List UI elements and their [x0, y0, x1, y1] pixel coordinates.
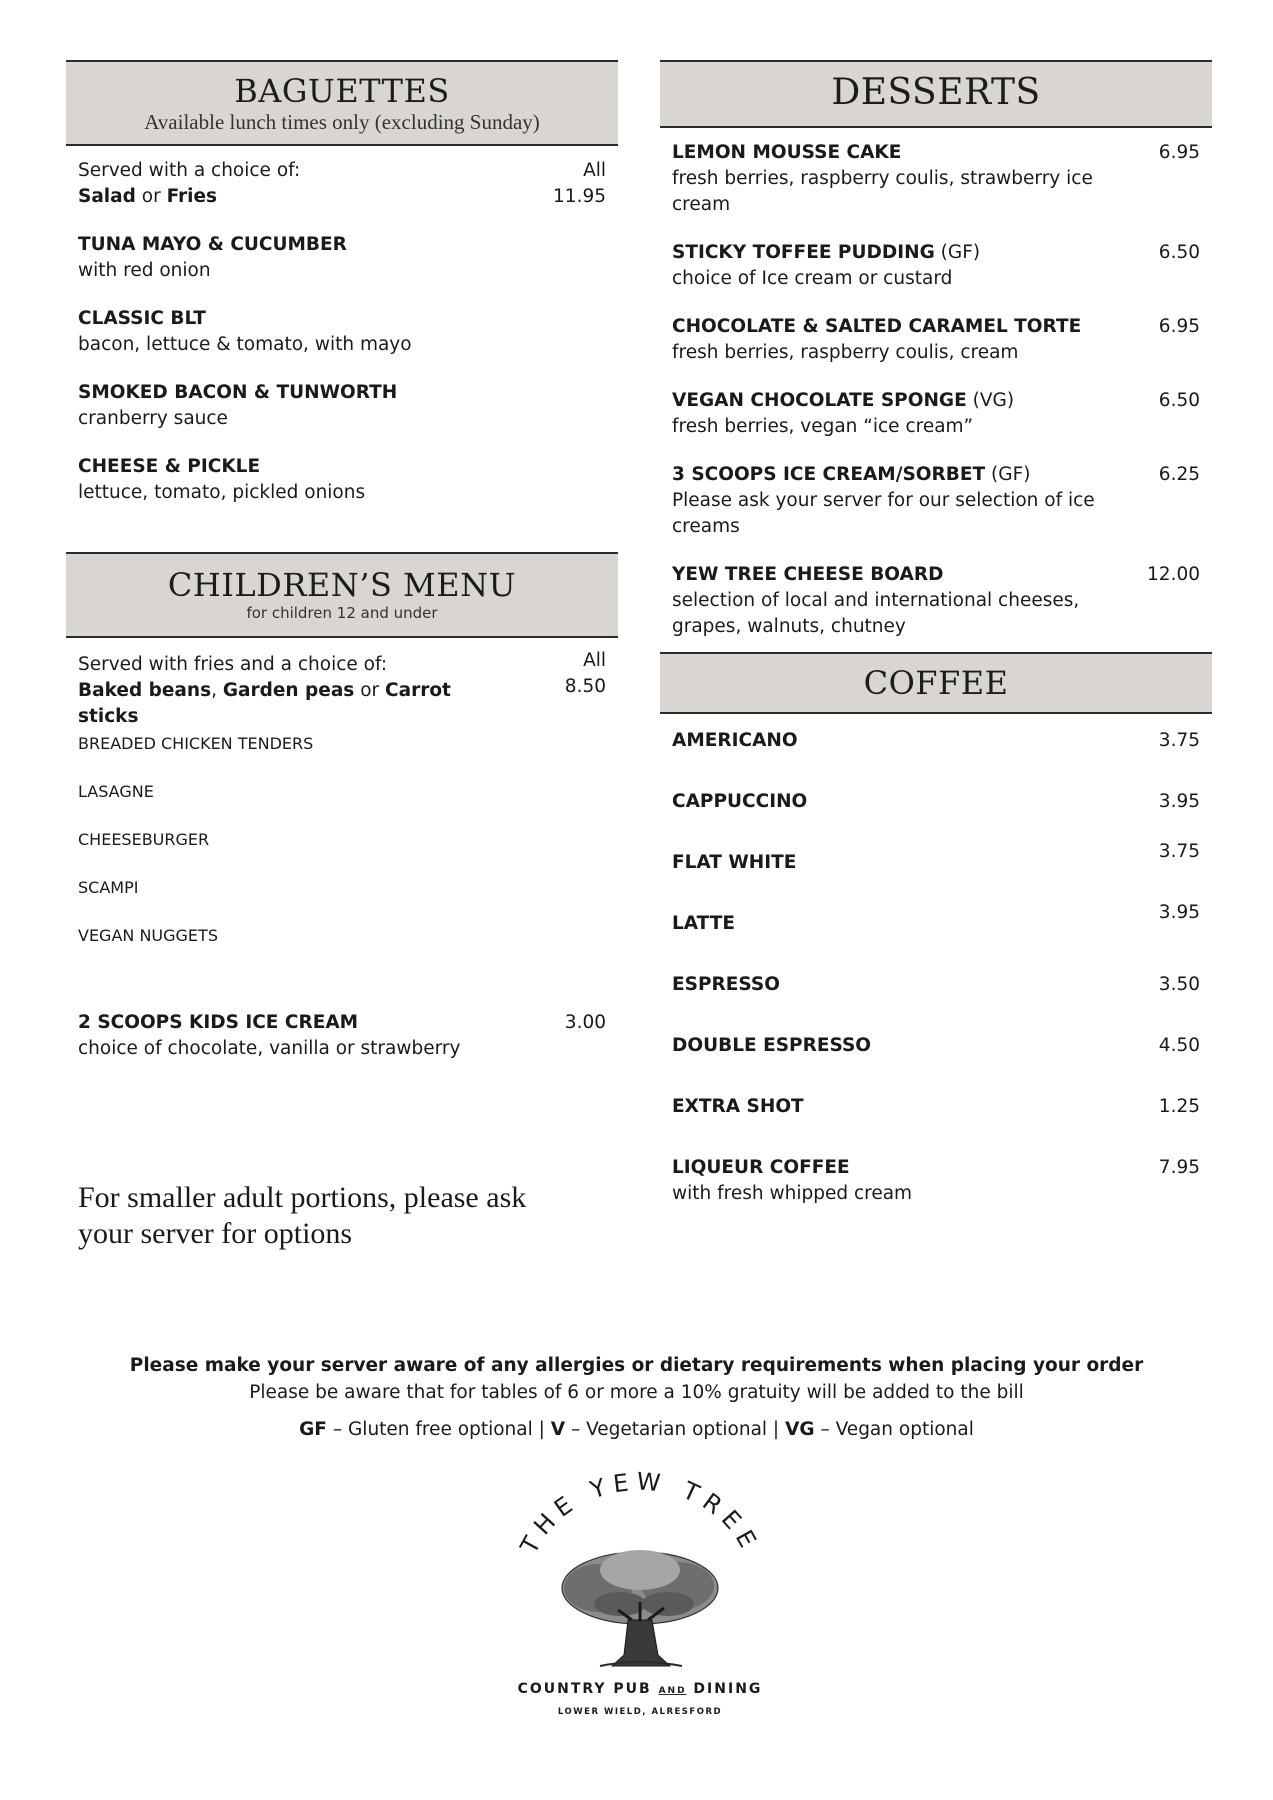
item-price: 1.25 — [1158, 1096, 1200, 1117]
note-line: your server for options — [78, 1217, 353, 1250]
baguettes-subtitle: Available lunch times only (excluding Sunday) — [144, 110, 540, 134]
coffee-section — [660, 652, 1212, 1212]
item-price: 3.75 — [1158, 730, 1200, 751]
item-name-text: YEW TREE CHEESE BOARD — [672, 564, 944, 585]
childrens-menu-section — [66, 552, 618, 1252]
item-name: 2 SCOOPS KIDS ICE CREAM — [78, 1012, 359, 1033]
price-label: All — [583, 650, 606, 671]
item-desc: selection of local and international cheeses, — [672, 590, 1080, 611]
desserts-banner — [660, 60, 1212, 128]
item-price: 3.50 — [1158, 974, 1200, 995]
item-name — [672, 388, 1100, 414]
gratuity-notice — [0, 1382, 1273, 1403]
menu-item — [672, 314, 1200, 366]
item-desc: bacon, lettuce & tomato, with mayo — [78, 334, 412, 355]
item-price: 3.75 — [1158, 841, 1200, 862]
item-price: 7.95 — [1158, 1157, 1200, 1178]
tree-icon — [562, 1550, 718, 1666]
allergy-text: Please make your server aware of any allergies or dietary requirements when placing your order — [129, 1355, 1144, 1376]
item-desc: cranberry sauce — [78, 408, 228, 429]
baguettes-served-info — [78, 158, 606, 210]
item-name-text: VEGAN CHOCOLATE SPONGE — [672, 390, 967, 411]
item-price: 4.50 — [1158, 1035, 1200, 1056]
item-price: 12.00 — [1147, 564, 1200, 585]
choice-garden-peas: Garden peas — [222, 680, 355, 701]
v-text: – Vegetarian optional | — [565, 1419, 786, 1440]
item-name — [672, 562, 1100, 588]
menu-item: VEGAN NUGGETS — [78, 926, 218, 945]
choice-carrot-sticks: Carrot sticks — [78, 680, 451, 727]
item-name-text: LEMON MOUSSE CAKE — [672, 142, 902, 163]
menu-item: BREADED CHICKEN TENDERS — [78, 734, 314, 753]
v-key: V — [550, 1419, 566, 1440]
dietary-tag: (GF) — [934, 242, 981, 263]
vg-key: VG — [785, 1419, 815, 1440]
item-desc: with fresh whipped cream — [672, 1183, 913, 1204]
item-name — [672, 314, 1100, 340]
menu-item — [672, 789, 1200, 815]
menu-item — [78, 232, 606, 284]
item-name — [672, 140, 1100, 166]
item-price: 3.00 — [564, 1012, 606, 1033]
menu-item: LASAGNE — [78, 782, 154, 801]
item-price: 6.50 — [1158, 242, 1200, 263]
childrens-subtitle: for children 12 and under — [246, 604, 438, 622]
item-desc: cream — [672, 194, 731, 215]
desserts-title: DESSERTS — [831, 72, 1041, 113]
choice-fries: Fries — [166, 186, 218, 207]
choice-sep: or — [354, 680, 386, 701]
item-desc: choice of Ice cream or custard — [672, 268, 953, 289]
note-line: For smaller adult portions, please ask — [78, 1181, 527, 1214]
item-price: 3.95 — [1158, 902, 1200, 923]
baguettes-section — [66, 60, 618, 520]
item-name: CAPPUCCINO — [672, 791, 808, 812]
logo-line2: LOWER WIELD, ALRESFORD — [557, 1707, 723, 1717]
gf-key: GF — [299, 1419, 327, 1440]
price-value: 8.50 — [564, 676, 606, 697]
served-line: Served with fries and a choice of: — [78, 654, 388, 675]
item-desc: lettuce, tomato, pickled onions — [78, 482, 366, 503]
menu-item — [672, 1094, 1200, 1120]
logo-arc-text: THE YEW TREE — [514, 1470, 766, 1559]
childrens-title: CHILDREN’S MENU — [167, 566, 517, 604]
item-desc: fresh berries, vegan “ice cream” — [672, 416, 974, 437]
dietary-tag: (VG) — [966, 390, 1015, 411]
item-name: SMOKED BACON & TUNWORTH — [78, 382, 398, 403]
baguettes-title: BAGUETTES — [234, 72, 450, 110]
menu-item: CHEESEBURGER — [78, 830, 210, 849]
item-name: CHEESE & PICKLE — [78, 456, 261, 477]
coffee-banner — [660, 652, 1212, 714]
item-price: 6.95 — [1158, 316, 1200, 337]
item-name: FLAT WHITE — [672, 852, 797, 873]
item-name: EXTRA SHOT — [672, 1096, 804, 1117]
kids-ice-cream-item — [78, 1010, 606, 1062]
baguettes-banner — [66, 60, 618, 146]
logo-graphic — [500, 1470, 780, 1740]
item-name: LATTE — [672, 913, 735, 934]
menu-item — [672, 140, 1200, 218]
choice-salad: Salad — [78, 186, 136, 207]
menu-item — [672, 562, 1200, 640]
menu-item — [78, 380, 606, 432]
item-name: LIQUEUR COFFEE — [672, 1157, 850, 1178]
item-desc: fresh berries, raspberry coulis, cream — [672, 342, 1019, 363]
item-desc: creams — [672, 516, 740, 537]
item-name: CLASSIC BLT — [78, 308, 206, 329]
menu-item — [672, 902, 1200, 937]
price-label: All — [583, 160, 606, 181]
menu-item — [672, 972, 1200, 998]
item-name: TUNA MAYO & CUCUMBER — [78, 234, 347, 255]
item-desc: with red onion — [78, 260, 211, 281]
gratuity-text: Please be aware that for tables of 6 or more a 10% gratuity will be added to the bill — [249, 1382, 1024, 1403]
item-desc: fresh berries, raspberry coulis, strawberry ice — [672, 168, 1093, 189]
item-name: ESPRESSO — [672, 974, 780, 995]
dietary-key — [0, 1419, 1273, 1440]
baguettes-price — [553, 158, 606, 210]
logo-line1: COUNTRY PUB AND DINING — [517, 1681, 763, 1697]
menu-item — [672, 1155, 1200, 1207]
adult-portions-note — [78, 1180, 606, 1252]
vg-text: – Vegan optional — [814, 1419, 974, 1440]
menu-item — [672, 240, 1200, 292]
choice-or: or — [135, 186, 167, 207]
menu-item — [672, 1033, 1200, 1059]
menu-item: SCAMPI — [78, 878, 139, 897]
coffee-title: COFFEE — [863, 664, 1009, 702]
choice-sep: , — [211, 680, 223, 701]
childrens-price — [565, 648, 606, 700]
menu-item — [672, 388, 1200, 440]
item-price: 6.25 — [1158, 464, 1200, 485]
childrens-served-info — [78, 652, 606, 730]
item-price: 3.95 — [1158, 791, 1200, 812]
item-name: AMERICANO — [672, 730, 798, 751]
allergy-notice — [0, 1355, 1273, 1376]
item-name-text: 3 SCOOPS ICE CREAM/SORBET — [672, 464, 986, 485]
menu-item — [78, 306, 606, 358]
item-desc: choice of chocolate, vanilla or strawberry — [78, 1038, 461, 1059]
item-desc: grapes, walnuts, chutney — [672, 616, 906, 637]
item-name-text: CHOCOLATE & SALTED CARAMEL TORTE — [672, 316, 1082, 337]
desserts-section — [660, 60, 1212, 660]
yew-tree-logo — [500, 1470, 780, 1740]
choice-baked-beans: Baked beans — [78, 680, 212, 701]
item-price: 6.95 — [1158, 142, 1200, 163]
menu-item — [672, 841, 1200, 876]
menu-item — [672, 462, 1200, 540]
served-line: Served with a choice of: — [78, 160, 301, 181]
dietary-tag: (GF) — [985, 464, 1031, 485]
item-name — [672, 240, 1100, 266]
item-desc: Please ask your server for our selection of ice — [672, 490, 1095, 511]
item-price: 6.50 — [1158, 390, 1200, 411]
menu-item — [78, 454, 606, 506]
item-name-text: STICKY TOFFEE PUDDING — [672, 242, 935, 263]
price-value: 11.95 — [553, 186, 606, 207]
menu-item — [672, 728, 1200, 754]
gf-text: – Gluten free optional | — [326, 1419, 551, 1440]
childrens-banner — [66, 552, 618, 638]
item-name — [672, 462, 1100, 488]
item-name: DOUBLE ESPRESSO — [672, 1035, 872, 1056]
